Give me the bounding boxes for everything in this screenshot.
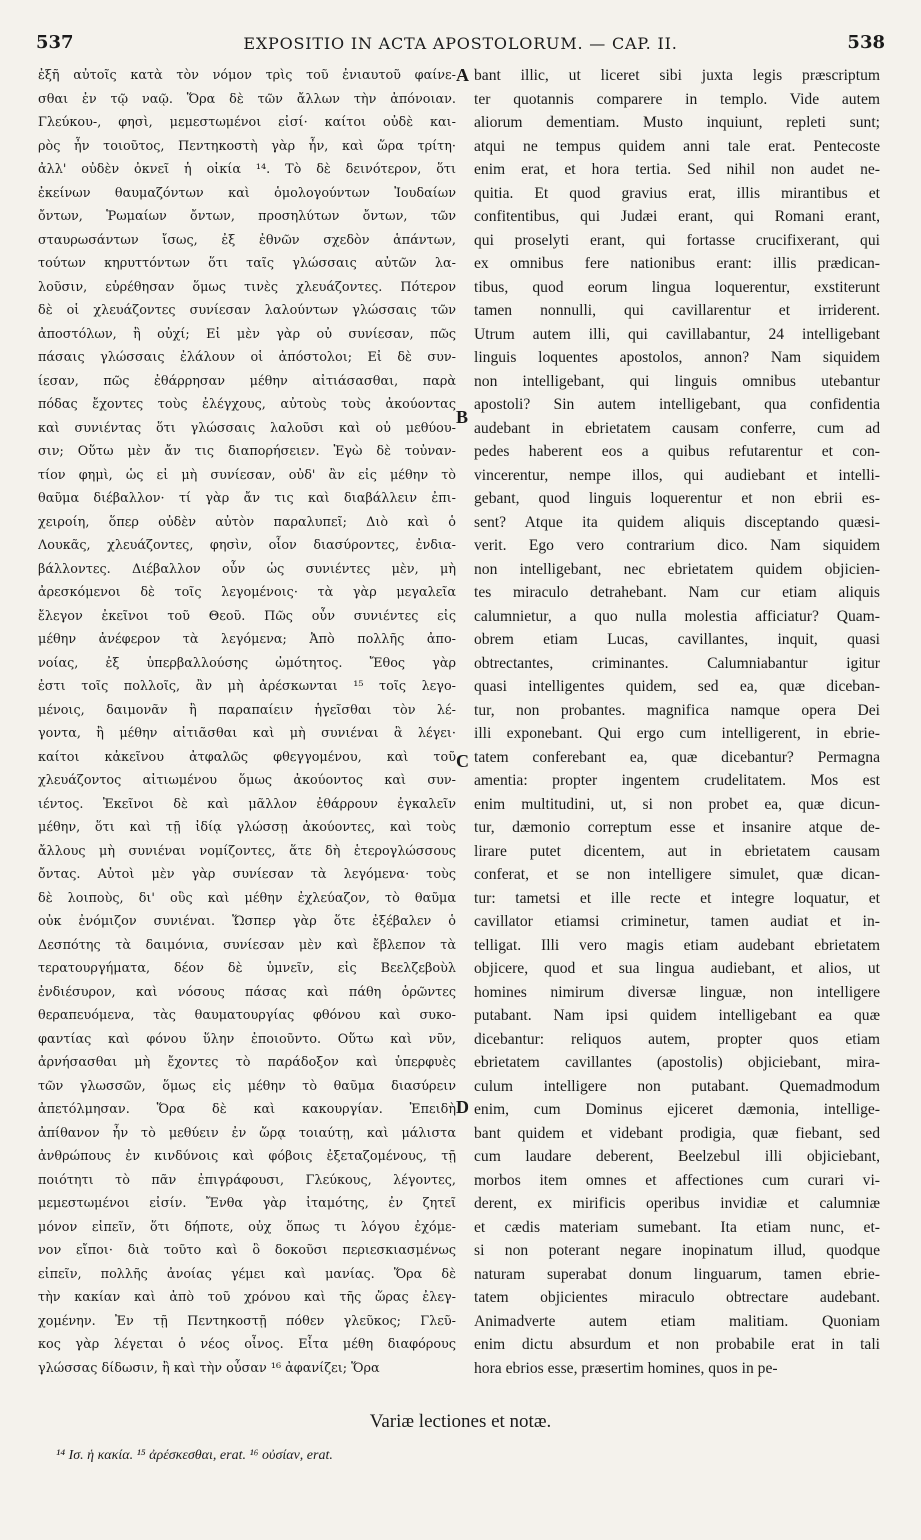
greek-text-line: χειροίη, ὅπερ οὐδὲν αὐτὸν παραλυπεῖ; Διὸ καὶ ὁ bbox=[38, 514, 456, 530]
greek-text-line: γλώσσας δίδωσιν, ἢ καὶ τὴν οὖσαν ¹⁶ ἀφανίζει; Ὅρα bbox=[38, 1360, 380, 1376]
latin-text-line: conferat, et se non intelligere simulet, quæ dican- bbox=[474, 866, 880, 883]
running-title: EXPOSITIO IN ACTA APOSTOLORUM. — CAP. II. bbox=[243, 34, 678, 53]
greek-text-line: εἰπεῖν, πολλῆς ἀνοίας γέμει καὶ μανίας. Ὅρα δὲ bbox=[38, 1266, 456, 1282]
greek-text-line: ρὸς ἦν τοιοῦτος, Πεντηκοστὴ γὰρ ἦν, καὶ ὥρα τρίτη· bbox=[38, 138, 456, 154]
latin-text-line: linguis loquentes apostolos, annon? Nam siquidem bbox=[474, 349, 880, 366]
greek-text-line: χομένην. Ἐν τῇ Πεντηκοστῇ πόθεν γλεῦκος; Γλεῦ- bbox=[38, 1313, 456, 1329]
greek-text-line: λοῦσιν, εὑρέθησαν ὅμως τινὲς χλευάζοντες. Πότερον bbox=[38, 279, 456, 295]
section-marker-d: D bbox=[456, 1097, 469, 1117]
greek-text-line: ὄντων, Ῥωμαίων ὄντων, προσηλύτων ὄντων, τῶν bbox=[38, 209, 456, 224]
section-marker-b: B bbox=[456, 407, 469, 427]
latin-text-line: pedes haberent eos a quibus refutarentur et con- bbox=[474, 443, 880, 460]
latin-text-line: obtrectantes, criminantes. Calumniabantur igitur bbox=[474, 654, 880, 672]
latin-text-line: homines nimirum diversæ linguæ, non intelligere bbox=[474, 983, 880, 1001]
latin-text-line: qui proselyti erant, qui fortasse crucifixerant, qui bbox=[474, 231, 880, 249]
greek-text-line: τὴν κακίαν καὶ ἀπὸ τοῦ χρόνου καὶ τῆς ὥρας ἐλεγ- bbox=[38, 1290, 456, 1305]
latin-text-line: dicebantur: reliquos autem, propter quos etiam bbox=[474, 1030, 880, 1048]
greek-text-line: πάσαις γλώσσαις ἐλάλουν οἱ ἀπόστολοι; Εἰ δὲ συν- bbox=[38, 350, 456, 365]
section-marker-a: A bbox=[456, 65, 469, 85]
greek-text-line: ίεσαν, πῶς ἐθάρρησαν μέθην αἰτιάσασθαι, παρὰ bbox=[38, 373, 456, 389]
greek-text-line: καίτοι κἀκεῖνου ἀτφαλῶς φθεγγομένου, καὶ τοῦ bbox=[38, 749, 456, 765]
greek-text-line: ιέντος. Ἐκεῖνοι δὲ καὶ μᾶλλον ἐθάρρουν ἐγκαλεῖν bbox=[38, 796, 456, 812]
latin-text-line: tamen nonnulli, qui cavillarentur et irriderent. bbox=[474, 302, 880, 319]
latin-text-line: quasi intelligentes quidem, sed ea, quæ diceban- bbox=[474, 678, 880, 695]
latin-text-line: amentia: propter ingentem crudelitatem. Mos est bbox=[474, 772, 880, 789]
greek-text-line: θαῦμα διέβαλλον· τί γὰρ ἄν τις καὶ διαβάλλειν ἐπι- bbox=[38, 491, 456, 506]
latin-text-line: derent, ex mirificis operibus invidiæ et calumniæ bbox=[474, 1195, 880, 1212]
latin-text-line: Animadverte autem etiam malitiam. Quoniam bbox=[474, 1312, 880, 1330]
latin-text-line: cavillator etiamsi criminetur, tamen audiat et in- bbox=[474, 913, 880, 930]
greek-text-line: τερατουργήματα, δέον δὲ ὑμνεῖν, εἰς Βεελζεβοὺλ bbox=[38, 961, 456, 976]
greek-text-line: Λουκᾶς, χλευάζοντες, φησὶν, οἷον διασύροντες, ἐνδια- bbox=[38, 538, 456, 553]
greek-text-line: χλευάζοντος αἰτιωμένου ὅμως ἀκούοντος καὶ συν- bbox=[38, 773, 456, 788]
greek-text-line: σιν; Οὕτω μὲν ἄν τις διαπορήσειεν. Ἐγὼ δὲ τοὐναν- bbox=[38, 444, 456, 459]
latin-column bbox=[474, 64, 880, 1394]
footnotes-text: ¹⁴ Ισ. ἡ κακία. ¹⁵ ἀρέσκεσθαι, erat. ¹⁶ οὐσίαν, erat. bbox=[56, 1448, 333, 1463]
latin-text-line: verit. Ego vero contrarium dico. Nam siquidem bbox=[474, 537, 880, 554]
latin-text-line: telligat. Illi vero magis etiam audebant ebrietatem bbox=[474, 936, 880, 954]
latin-text-line: tes miraculo detrahebant. Nam cur etiam aliquis bbox=[474, 584, 880, 601]
latin-text-line: tatem conferebant ea, quæ dicebantur? Permagna bbox=[474, 748, 880, 766]
latin-text-line: atqui ne tempus quidem anni tale erat. Pentecoste bbox=[474, 137, 880, 155]
greek-text-line: ἐκείνων θαυμαζόντων καὶ ὁμολογούντων Ἰουδαίων bbox=[38, 185, 456, 201]
greek-text-line: μένοις, δαιμονᾶν ἢ παραπαίειν ἡγεῖσθαι τὸν λέ- bbox=[38, 702, 456, 718]
greek-text-line: μόνον εἰπεῖν, ὅτι δήποτε, οὐχ ὅπως τι λόγου ἐχόμε- bbox=[38, 1219, 456, 1235]
greek-text-line: ἀποστόλων, ἢ οὐχί; Εἰ μὲν γὰρ οὐ συνίεσαν, πῶς bbox=[38, 326, 456, 342]
latin-text-line: enim, cum Dominus ejiceret dæmonia, intellige- bbox=[474, 1101, 880, 1118]
greek-text-line: οὐκ ἐνόμιζον συνιέναι. Ὥσπερ γὰρ ὅτε ἐξέβαλεν ὁ bbox=[38, 914, 456, 929]
latin-text-line: confitentibus, qui Judæi erant, qui Romani erant, bbox=[474, 208, 880, 225]
greek-text-line: τούτων κηρυττόντων ὅτι ταῖς γλώσσαις αὐτῶν λα- bbox=[38, 256, 456, 271]
greek-text-line: ποιότητι τὸ πᾶν ἐπιγράφουσι, Γλεύκους, λέγοντες, bbox=[38, 1172, 456, 1188]
greek-text-line: βάλλοντες. Διέβαλλον οὖν ὡς συνιέντες μὲν, μὴ bbox=[38, 561, 456, 577]
latin-text-line: naturam superabat donum linguarum, tamen ebrie- bbox=[474, 1265, 880, 1283]
latin-text-line: tibus, quod eorum lingua loquerentur, exstiterunt bbox=[474, 278, 880, 296]
greek-text-line: τίον φημὶ, ὡς εἰ μὴ συνίεσαν, οὐδ' ἂν εἰς μέθην τὸ bbox=[38, 467, 456, 483]
latin-text-line: vincerentur, nempe illos, qui audiebant et intelli- bbox=[474, 466, 880, 484]
greek-text-line: σταυρωσάντων ἴσως, ἐξ ἐθνῶν σχεδὸν ἁπάντων, bbox=[38, 232, 456, 248]
latin-text-line: tur, non probantes. magnifica namque opera Dei bbox=[474, 701, 880, 719]
latin-text-line: bant illic, ut liceret sibi juxta legis præscriptum bbox=[474, 67, 880, 84]
latin-text-line: apostoli? Sin autem intelligebant, qua confidentia bbox=[474, 396, 880, 413]
latin-text-line: morbos item omnes et affectiones cum curari vi- bbox=[474, 1171, 880, 1189]
greek-text-line: ἐνδιέσυρον, καὶ νόσους πάσας καὶ πάθη ὁρῶντες bbox=[38, 984, 456, 1000]
latin-text-line: si non poterant negare inopinatum illud, quodque bbox=[474, 1242, 880, 1259]
greek-text-line: ὄντας. Αὐτοὶ μὲν γὰρ συνίεσαν τὰ λεγόμενα· τοὺς bbox=[38, 867, 456, 882]
greek-text-line: ἀρνήσασθαι μὴ ἔχοντες τὸ παράδοξον καὶ ὑπερφυὲς bbox=[38, 1055, 456, 1070]
greek-text-line: νοίας, ἐξ ὑπερβαλλούσης ὠμότητος. Ἔθος γὰρ bbox=[38, 655, 456, 671]
latin-text-line: lirare putet dicentem, aut in ebrietatem causam bbox=[474, 842, 880, 860]
greek-text-line: ἀπίθανον ἦν τὸ μεθύειν ἐν ὥρᾳ τοιαύτῃ, καὶ μάλιστα bbox=[38, 1125, 456, 1141]
greek-text-line: μέθην, ὅτι καὶ τῇ ἰδίᾳ γλώσσῃ ἀκούοντες, καὶ τοὺς bbox=[38, 820, 456, 835]
greek-text-line: σθαι ἐν τῷ ναῷ. Ὅρα δὲ τῶν ἄλλων τὴν ἀπόνοιαν. bbox=[38, 91, 456, 107]
greek-text-line: μέθην ἀνέφερον τὰ λεγόμενα; Ἀπὸ πολλῆς ἀπο- bbox=[38, 632, 456, 647]
greek-text-line: ἐστι τοῖς πολλοῖς, ἂν μὴ ἀρέσκωνται ¹⁵ τοῖς λεγο- bbox=[38, 679, 456, 694]
greek-text-line: κος γὰρ λέγεται ὁ νέος οἶνος. Εἶτα μέθη διαφόρους bbox=[38, 1337, 456, 1352]
greek-text-line: ἀπετόλμησαν. Ὅρα δὲ καὶ κακουργίαν. Ἐπειδὴ bbox=[38, 1102, 456, 1117]
latin-text-line: audebant in ebrietatem causam conferre, cum ad bbox=[474, 419, 880, 437]
latin-text-line: ter quotannis comparere in templo. Vide autem bbox=[474, 90, 880, 108]
page-number-right: 538 bbox=[847, 32, 885, 53]
latin-text-line: aliorum dementiam. Musto inquiunt, repleti sunt; bbox=[474, 114, 880, 131]
latin-text-line: obrem etiam Lucas, cavillantes, inquit, quasi bbox=[474, 631, 880, 648]
latin-text-line: calumnietur, a quo nulla molestia afficiatur? Quam- bbox=[474, 607, 880, 625]
greek-text-line: ἔλεγον ἐκεῖνοι τοῦ Θεοῦ. Πῶς οὖν συνιέντες εἰς bbox=[38, 608, 456, 624]
latin-text-line: hora ebrios esse, præsertim homines, quos in pe- bbox=[474, 1359, 778, 1377]
greek-text-line: θεραπευόμενα, τὰς θαυματουργίας φθόνου καὶ συκο- bbox=[38, 1008, 456, 1023]
latin-text-line: ex omnibus fere nationibus erant: illis prædican- bbox=[474, 255, 880, 272]
greek-text-line: Δεσπότης τὰ δαιμόνια, συνίεσαν μὲν καὶ ἔβλεπον τὰ bbox=[38, 937, 456, 953]
latin-text-line: bant quidem et videbant prodigia, quæ fiebant, sed bbox=[474, 1124, 880, 1142]
latin-text-line: putabant. Nam ipsi quidem intelligebant ea quæ bbox=[474, 1007, 880, 1024]
latin-text-line: Utrum autem illi, qui cavillabantur, 24 intelligebant bbox=[474, 325, 880, 343]
latin-text-line: tur, dæmonio correptum esse et insanire atque de- bbox=[474, 819, 880, 836]
greek-text-line: καὶ συνιέντας ὅτι γλώσσαις λαλοῦσι καὶ οὐ μεθύου- bbox=[38, 420, 456, 436]
latin-text-line: et cædis materiam sumebant. Ita etiam nunc, et- bbox=[474, 1218, 880, 1236]
latin-text-line: culum intelligere non putabant. Quemadmodum bbox=[474, 1077, 880, 1095]
latin-text-line: tatem objicientes miraculo obtrectare audebant. bbox=[474, 1289, 880, 1306]
greek-text-line: Γλεύκου-, φησὶ, μεμεστωμένοι εἰσί· καίτοι οὐδὲ και- bbox=[38, 115, 456, 130]
latin-text-line: objicere, quod et sua lingua audiebant, et alios, ut bbox=[474, 960, 880, 977]
greek-text-line: δὲ λοιποὺς, δι' οὓς καὶ μέθην ἐχλεύαζον, τὸ θαῦμα bbox=[38, 890, 456, 906]
page-number-left: 537 bbox=[36, 32, 74, 53]
latin-text-line: non intelligebant, qui linguis omnibus utebantur bbox=[474, 372, 880, 390]
greek-text-line: τῶν γλωσσῶν, ὅμως εἰς μέθην τὸ θαῦμα διασύρειν bbox=[38, 1078, 456, 1094]
latin-text-line: illi exponebant. Qui ergo cum intelligerent, in ebrie- bbox=[474, 725, 880, 742]
greek-text-line: νον εἴποι· διὰ τοῦτο καὶ ὃ δοκοῦσι περιεσκιασμένως bbox=[38, 1243, 456, 1258]
latin-text-line: enim multitudini, ut, si non probet ea, quæ dicun- bbox=[474, 795, 880, 813]
latin-text-line: cum laudare deberent, Beelzebul illi objiciebant, bbox=[474, 1148, 880, 1165]
greek-text-line: ἐξῆ αὐτοῖς κατὰ τὸν νόμον τρὶς τοῦ ἐνιαυτοῦ φαίνε- bbox=[38, 68, 456, 83]
greek-text-line: ἀλλ' οὐδὲν ὀκνεῖ ἡ οἰκία ¹⁴. Τὸ δὲ δεινότερον, ὅτι bbox=[38, 162, 456, 177]
latin-text-line: sent? Atque ita quidem aliquis disceptando quæsi- bbox=[474, 513, 880, 531]
footnotes-heading: Variæ lectiones et notæ. bbox=[369, 1411, 552, 1432]
latin-text-line: enim dictu absurdum et non probabile erat in tali bbox=[474, 1336, 880, 1353]
greek-text-line: μεμεστωμένοι εἰσίν. Ἔνθα γὰρ ἰταμότης, ἐν ζητεῖ bbox=[38, 1196, 456, 1211]
greek-text-line: ἄλλους μὴ συνιέναι νομίζοντες, ἅτε δὴ ἑτερογλώσσους bbox=[38, 843, 456, 859]
latin-text-line: tur: tametsi et ille recte et integre loquatur, et bbox=[474, 889, 880, 907]
greek-text-line: γοντα, ἢ μέθην αἰτιᾶσθαι καὶ μὴ συνιέναι ἃ λέγει· bbox=[38, 726, 456, 741]
latin-text-line: quitia. Et quod gravius erat, illis mirantibus et bbox=[474, 184, 880, 202]
latin-text-line: enim erat, et hora tertia. Sed nihil non audet ne- bbox=[474, 161, 880, 178]
greek-text-line: δὲ οἱ χλευάζοντες συνίεσαν λαλούντων γλώσσαις τῶν bbox=[38, 303, 456, 318]
section-marker-c: C bbox=[456, 751, 469, 771]
page-header bbox=[36, 32, 885, 58]
greek-column bbox=[38, 64, 456, 1394]
greek-text-line: ἀνθρώπους ἐν κινδύνοις καὶ φόβοις ἐξεταζομένους, τῇ bbox=[38, 1149, 456, 1164]
greek-text-line: ἀρεσκόμενοι δὲ τοῖς λεγομένοις· τὰ γὰρ μεγαλεῖα bbox=[38, 585, 456, 600]
latin-text-line: non intelligebant, nec ebrietatem quidem objicien- bbox=[474, 560, 880, 578]
latin-text-line: ebrietatem cavillantes (apostolis) objiciebant, mira- bbox=[474, 1054, 880, 1071]
latin-text-line: gebant, quod linguis loquerentur et non ebrii es- bbox=[474, 490, 880, 507]
greek-text-line: πόδας ἔχοντες τοὺς ἐλέγχους, αὐτοὺς τοὺς ἀκούοντας bbox=[38, 397, 456, 412]
greek-text-line: φαντίας καὶ φόνου ὕλην ἐποιοῦντο. Οὕτω καὶ νῦν, bbox=[38, 1031, 456, 1047]
